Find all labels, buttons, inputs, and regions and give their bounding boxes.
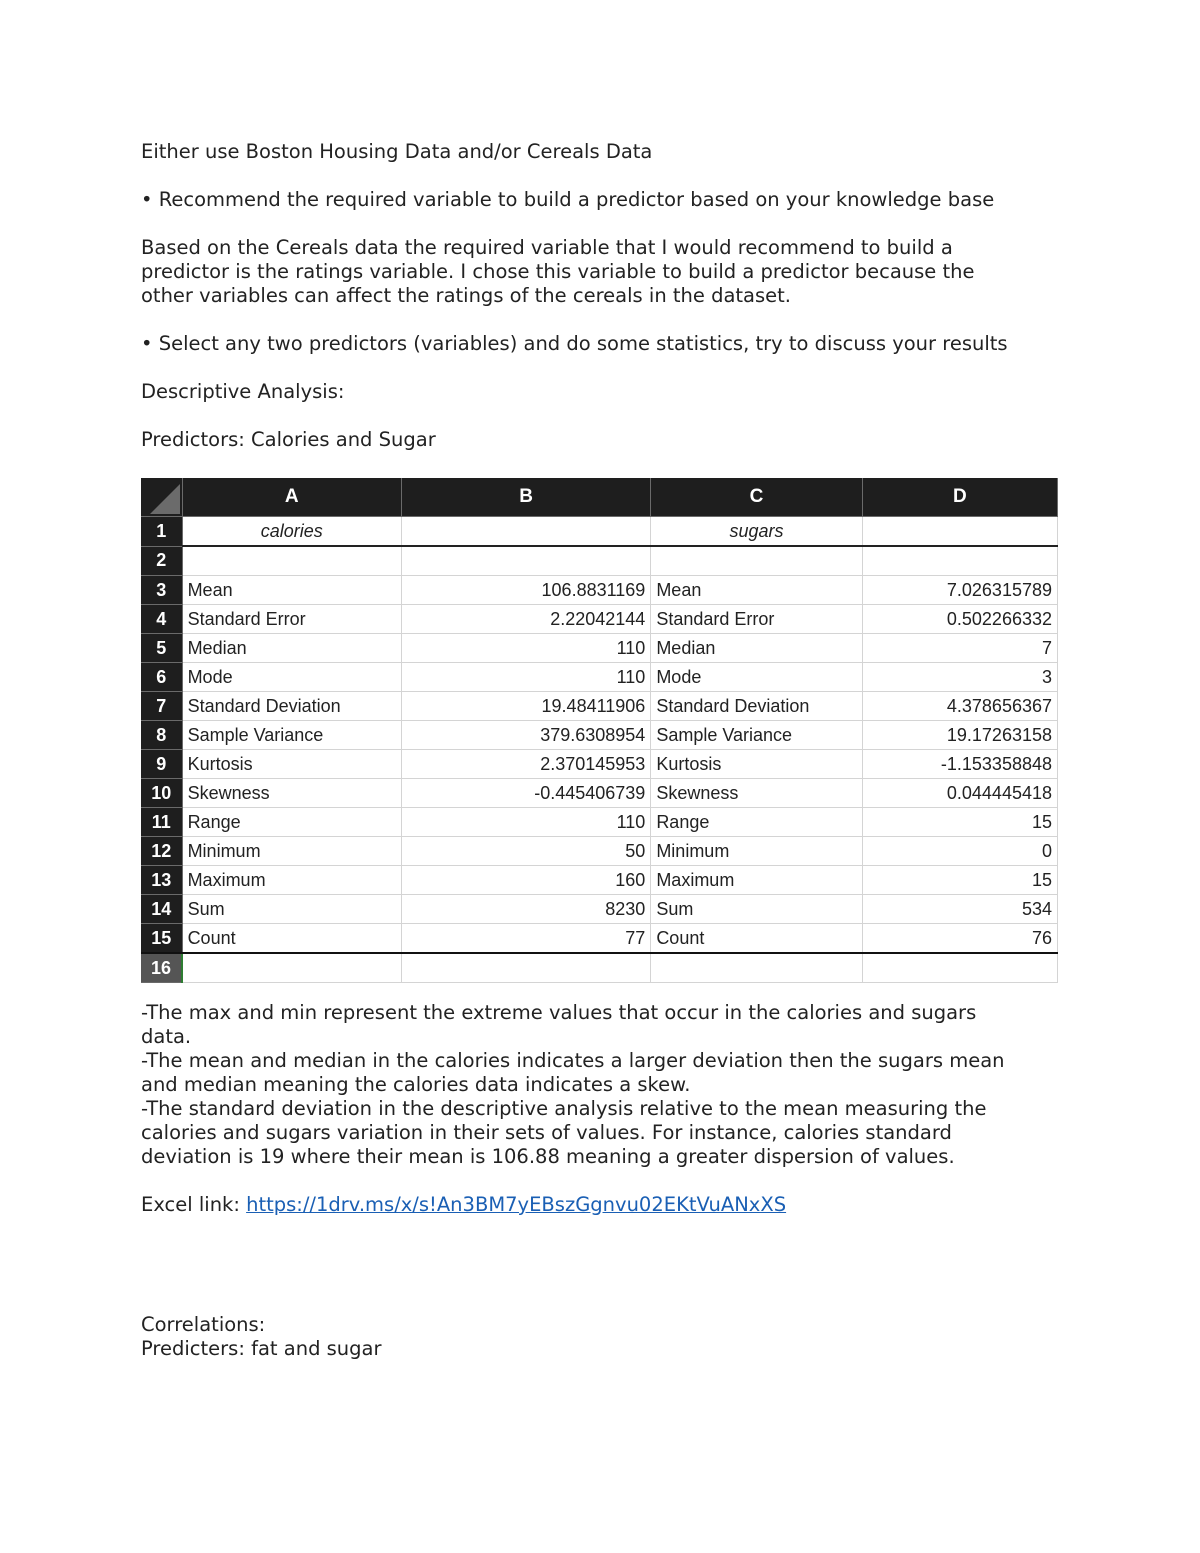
- cell[interactable]: 76: [862, 924, 1057, 954]
- cell[interactable]: 110: [401, 663, 650, 692]
- cell[interactable]: 19.48411906: [401, 692, 650, 721]
- cell[interactable]: sugars: [651, 517, 862, 547]
- cell[interactable]: 19.17263158: [862, 721, 1057, 750]
- cell[interactable]: Median: [651, 634, 862, 663]
- row-header[interactable]: 10: [141, 779, 182, 808]
- intro-section: [141, 140, 1071, 452]
- discussion-section: [141, 1001, 1071, 1217]
- select-all-corner[interactable]: [141, 478, 182, 517]
- table-row: [141, 634, 1058, 663]
- cell[interactable]: Sample Variance: [182, 721, 401, 750]
- row-header[interactable]: 3: [141, 576, 182, 605]
- cell[interactable]: Mode: [651, 663, 862, 692]
- row-header[interactable]: 5: [141, 634, 182, 663]
- row-header[interactable]: 6: [141, 663, 182, 692]
- cell[interactable]: calories: [182, 517, 401, 547]
- correlations-section: [141, 1313, 1071, 1361]
- bullet-select: • Select any two predictors (variables) and do some statistics, try to discuss your results: [141, 332, 1008, 355]
- row-header[interactable]: 1: [141, 517, 182, 547]
- cell[interactable]: Mode: [182, 663, 401, 692]
- answer-line-2: predictor is the ratings variable. I chose this variable to build a predictor because the: [141, 260, 975, 283]
- table-row: [141, 721, 1058, 750]
- cell[interactable]: [182, 953, 401, 983]
- cell[interactable]: [401, 953, 650, 983]
- cell[interactable]: 110: [401, 808, 650, 837]
- cell[interactable]: Standard Error: [182, 605, 401, 634]
- cell[interactable]: 7.026315789: [862, 576, 1057, 605]
- table-row: [141, 866, 1058, 895]
- table-row: [141, 808, 1058, 837]
- correlations-predicters: Predicters: fat and sugar: [141, 1337, 382, 1360]
- answer-line-3: other variables can affect the ratings of the cereals in the dataset.: [141, 284, 791, 307]
- table-row: [141, 576, 1058, 605]
- cell[interactable]: [862, 546, 1057, 576]
- row-header[interactable]: 4: [141, 605, 182, 634]
- cell[interactable]: 110: [401, 634, 650, 663]
- cell[interactable]: [651, 546, 862, 576]
- cell[interactable]: Maximum: [182, 866, 401, 895]
- cell[interactable]: 15: [862, 866, 1057, 895]
- cell[interactable]: Minimum: [651, 837, 862, 866]
- table-row: [141, 546, 1058, 576]
- table-row: [141, 517, 1058, 547]
- cell[interactable]: Mean: [651, 576, 862, 605]
- row-header[interactable]: 14: [141, 895, 182, 924]
- cell[interactable]: [182, 546, 401, 576]
- row-header[interactable]: 12: [141, 837, 182, 866]
- cell[interactable]: 379.6308954: [401, 721, 650, 750]
- cell[interactable]: 0.044445418: [862, 779, 1057, 808]
- excel-link-label: Excel link:: [141, 1193, 247, 1216]
- cell[interactable]: Maximum: [651, 866, 862, 895]
- cell[interactable]: Sample Variance: [651, 721, 862, 750]
- row-header[interactable]: 8: [141, 721, 182, 750]
- table-row: [141, 692, 1058, 721]
- cell[interactable]: Sum: [651, 895, 862, 924]
- cell[interactable]: 77: [401, 924, 650, 954]
- cell[interactable]: Standard Error: [651, 605, 862, 634]
- discussion-line: data.: [141, 1025, 192, 1048]
- correlations-heading: Correlations:: [141, 1313, 266, 1336]
- discussion-line: -The max and min represent the extreme values that occur in the calories and sugars: [141, 1001, 977, 1024]
- cell[interactable]: Sum: [182, 895, 401, 924]
- cell[interactable]: [401, 546, 650, 576]
- cell[interactable]: Minimum: [182, 837, 401, 866]
- cell[interactable]: 0.502266332: [862, 605, 1057, 634]
- row-header[interactable]: 9: [141, 750, 182, 779]
- column-header-a[interactable]: A: [182, 478, 401, 517]
- assignment-line: Either use Boston Housing Data and/or Cereals Data: [141, 140, 653, 163]
- column-header-c[interactable]: C: [651, 478, 862, 517]
- descriptive-heading: Descriptive Analysis:: [141, 380, 345, 403]
- cell[interactable]: -1.153358848: [862, 750, 1057, 779]
- table-row: [141, 895, 1058, 924]
- cell[interactable]: Count: [651, 924, 862, 954]
- row-header[interactable]: 13: [141, 866, 182, 895]
- row-header[interactable]: 2: [141, 546, 182, 576]
- cell[interactable]: 3: [862, 663, 1057, 692]
- column-header-b[interactable]: B: [401, 478, 650, 517]
- table-row: [141, 750, 1058, 779]
- cell[interactable]: 0: [862, 837, 1057, 866]
- cell[interactable]: Kurtosis: [651, 750, 862, 779]
- table-row: [141, 924, 1058, 954]
- cell[interactable]: [401, 517, 650, 547]
- cell[interactable]: Standard Deviation: [182, 692, 401, 721]
- discussion-line: -The mean and median in the calories indicates a larger deviation then the sugars mean: [141, 1049, 1005, 1072]
- cell[interactable]: [862, 517, 1057, 547]
- cell[interactable]: 7: [862, 634, 1057, 663]
- cell[interactable]: 15: [862, 808, 1057, 837]
- cell[interactable]: Count: [182, 924, 401, 954]
- table-row: [141, 605, 1058, 634]
- cell[interactable]: Skewness: [182, 779, 401, 808]
- discussion-line: calories and sugars variation in their sets of values. For instance, calories standard: [141, 1121, 952, 1144]
- predictors-line: Predictors: Calories and Sugar: [141, 428, 436, 451]
- excel-link-line: [141, 1193, 1071, 1217]
- cell[interactable]: 2.370145953: [401, 750, 650, 779]
- table-row: [141, 779, 1058, 808]
- cell[interactable]: 160: [401, 866, 650, 895]
- excel-link[interactable]: https://1drv.ms/x/s!An3BM7yEBszGgnvu02EKtVuANxXS: [246, 1193, 787, 1216]
- cell[interactable]: Standard Deviation: [651, 692, 862, 721]
- bullet-recommend: • Recommend the required variable to build a predictor based on your knowledge base: [141, 188, 995, 211]
- cell[interactable]: Range: [182, 808, 401, 837]
- table-row: [141, 953, 1058, 983]
- cell[interactable]: -0.445406739: [401, 779, 650, 808]
- row-header[interactable]: 16: [141, 953, 182, 983]
- cell[interactable]: Kurtosis: [182, 750, 401, 779]
- column-header-d[interactable]: D: [862, 478, 1057, 517]
- cell[interactable]: Median: [182, 634, 401, 663]
- row-header[interactable]: 11: [141, 808, 182, 837]
- table-row: [141, 663, 1058, 692]
- row-header[interactable]: 7: [141, 692, 182, 721]
- cell[interactable]: Range: [651, 808, 862, 837]
- discussion-line: deviation is 19 where their mean is 106.88 meaning a greater dispersion of values.: [141, 1145, 955, 1168]
- cell[interactable]: 106.8831169: [401, 576, 650, 605]
- cell[interactable]: [651, 953, 862, 983]
- cell[interactable]: [862, 953, 1057, 983]
- discussion-line: and median meaning the calories data indicates a skew.: [141, 1073, 691, 1096]
- descriptive-stats-table: [141, 478, 1058, 983]
- cell[interactable]: 534: [862, 895, 1057, 924]
- discussion-line: -The standard deviation in the descriptive analysis relative to the mean measuring the: [141, 1097, 987, 1120]
- answer-line-1: Based on the Cereals data the required variable that I would recommend to build a: [141, 236, 953, 259]
- cell[interactable]: 2.22042144: [401, 605, 650, 634]
- cell[interactable]: Mean: [182, 576, 401, 605]
- cell[interactable]: 4.378656367: [862, 692, 1057, 721]
- cell[interactable]: 50: [401, 837, 650, 866]
- table-row: [141, 837, 1058, 866]
- cell[interactable]: 8230: [401, 895, 650, 924]
- row-header[interactable]: 15: [141, 924, 182, 954]
- cell[interactable]: Skewness: [651, 779, 862, 808]
